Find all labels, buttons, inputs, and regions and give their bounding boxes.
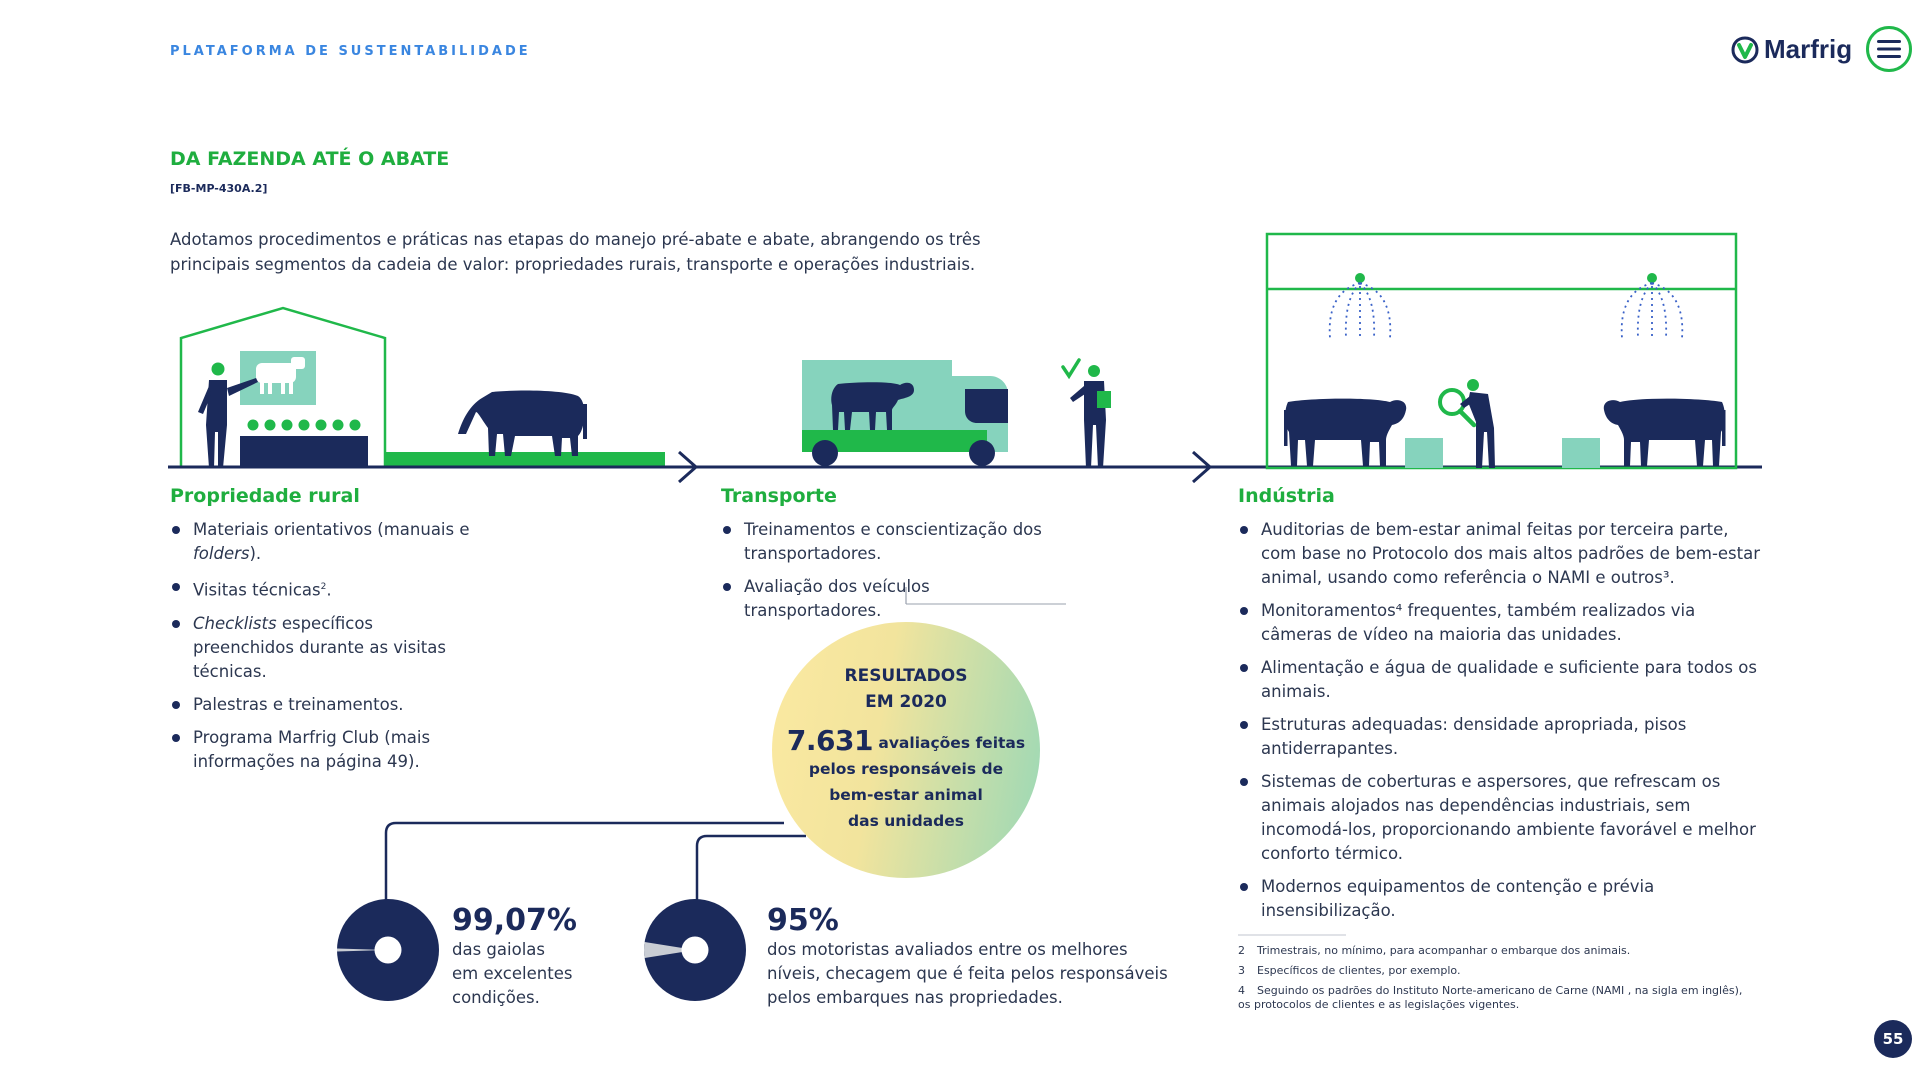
results-title-line: EM 2020	[865, 692, 947, 712]
list-item: Palestras e treinamentos.	[170, 693, 470, 717]
list-item: Materiais orientativos (manuais e folders).	[170, 518, 470, 566]
list-item: Avaliação dos veículos transportadores.	[721, 575, 1061, 623]
grazing-cow-illustration	[458, 391, 587, 456]
gri-code: [FB-MP-430A.2]	[170, 182, 268, 195]
results-text-line: bem-estar animal	[829, 786, 983, 804]
footnote-text: Seguindo os padrões do Instituto Norte-americano de Carne (NAMI , na sigla em inglês),	[1257, 984, 1743, 997]
footnote-number: 3	[1238, 964, 1245, 977]
sprinkler-icon	[1330, 273, 1391, 338]
footnote-4	[1238, 984, 1742, 1012]
list-item: Programa Marfrig Club (mais informações na página 49).	[170, 726, 470, 774]
list-item: Visitas técnicas$^2$.	[170, 575, 470, 603]
results-title	[772, 663, 1040, 715]
list-item: Alimentação e água de qualidade e suficiente para todos os animais.	[1238, 656, 1768, 704]
list-item: Sistemas de coberturas e aspersores, que refrescam os animais alojados nas dependências industriais, sem incomodá-los, proporcionando ambiente favorável e melhor conforto térmico.	[1238, 770, 1768, 866]
results-body	[782, 724, 1030, 834]
stat-description-line: pelos embarques nas propriedades.	[767, 988, 1063, 1007]
footnote-3	[1238, 964, 1460, 978]
stat-description-line: níveis, checagem que é feita pelos responsáveis	[767, 964, 1168, 983]
truck-illustration	[802, 360, 1008, 466]
auditor-figure	[1440, 379, 1495, 468]
footnote-number: 2	[1238, 944, 1245, 957]
section-title: DA FAZENDA ATÉ O ABATE	[170, 148, 450, 170]
grass-strip	[385, 452, 665, 467]
stat-description-line: condições.	[452, 988, 540, 1007]
list-item: Monitoramentos⁴ frequentes, também realizados via câmeras de vídeo na maioria das unidades.	[1238, 599, 1768, 647]
results-number: 7.631	[786, 724, 873, 757]
stat-description-line: em excelentes	[452, 964, 573, 983]
stat-description-line: das gaiolas	[452, 940, 545, 959]
results-2020-circle	[772, 622, 1040, 878]
industry-practices-list	[1238, 518, 1768, 932]
list-item: Estruturas adequadas: densidade apropriada, pisos antiderrapantes.	[1238, 713, 1768, 761]
header-label: PLATAFORMA DE SUSTENTABILIDADE	[170, 44, 531, 59]
standing-cow-illustration	[1604, 399, 1726, 466]
list-item: Checklists específicos preenchidos durante as visitas técnicas.	[170, 612, 470, 684]
page-number: 55	[1874, 1020, 1912, 1058]
connector-line	[697, 836, 806, 910]
transport-practices-list	[721, 518, 1061, 632]
column-title-industry: Indústria	[1238, 485, 1335, 507]
donut-chart-cages	[337, 899, 439, 1001]
sprinkler-icon	[1622, 273, 1683, 338]
footnote-text: Específicos de clientes, por exemplo.	[1257, 964, 1461, 977]
list-item: Treinamentos e conscientização dos transportadores.	[721, 518, 1061, 566]
column-title-rural: Propriedade rural	[170, 485, 360, 507]
intro-paragraph: Adotamos procedimentos e práticas nas etapas do manejo pré-abate e abate, abrangendo os três principais segmentos da cadeia de valor: propriedades rurais, transporte e operações industriais.	[170, 230, 981, 274]
stat-description-line: dos motoristas avaliados entre os melhores	[767, 940, 1128, 959]
results-text-line: das unidades	[848, 812, 964, 830]
results-title-line: RESULTADOS	[844, 666, 968, 686]
stat-value-cages: 99,07%	[452, 903, 577, 938]
footnote-text: Trimestrais, no mínimo, para acompanhar o embarque dos animais.	[1257, 944, 1631, 957]
results-text-line: avaliações feitas	[878, 734, 1026, 752]
rural-practices-list	[170, 518, 470, 783]
results-text-line: pelos responsáveis de	[808, 760, 1004, 778]
stat-description-cages	[452, 938, 652, 1010]
logo-text: Marfrig	[1764, 34, 1853, 64]
footnote-number: 4	[1238, 984, 1245, 997]
standing-cow-illustration	[1284, 399, 1406, 466]
footnote-text: os protocolos de clientes e as legislações vigentes.	[1238, 998, 1520, 1011]
list-item: Auditorias de bem-estar animal feitas por terceira parte, com base no Protocolo dos mais altos padrões de bem-estar animal, usando como referência o NAMI e outros³.	[1238, 518, 1768, 590]
donut-chart-drivers	[644, 899, 746, 1001]
footnote-2	[1238, 944, 1630, 958]
column-title-transport: Transporte	[721, 485, 837, 507]
stat-value-drivers: 95%	[767, 903, 839, 938]
inspector-figure	[1063, 360, 1111, 468]
stat-description-drivers	[767, 938, 1187, 1010]
list-item: Modernos equipamentos de contenção e prévia insensibilização.	[1238, 875, 1768, 923]
